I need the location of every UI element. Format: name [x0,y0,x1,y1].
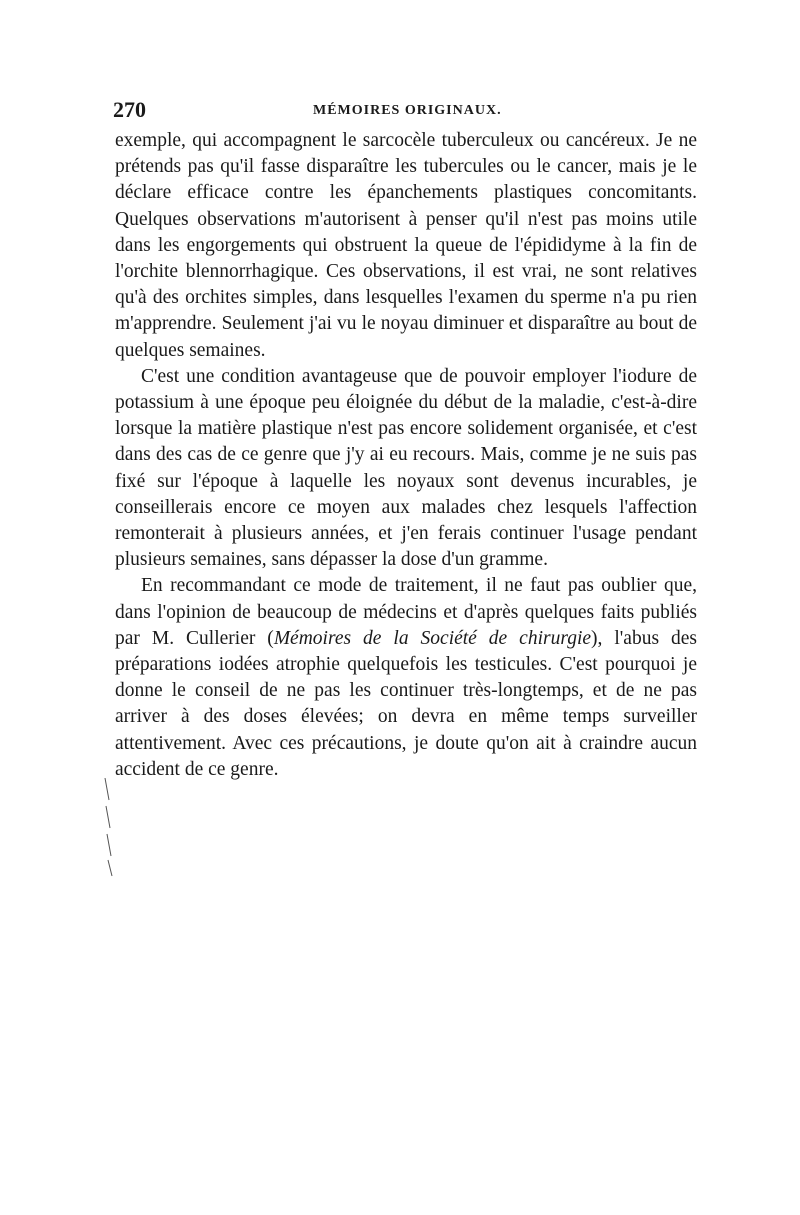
running-head [113,98,698,122]
paragraph-2: C'est une condition avantageuse que de pouvoir employer l'iodure de potassium à une époque peu éloignée du début de la maladie, c'est-à-dire lorsque la matière plastique n'est pas encore solidement organisée, et c'est dans des cas de ce genre que j'y ai eu recours. Mais, comme je ne suis pas fixé sur l'époque à laquelle les noyaux sont devenus incurables, je conseillerais encore ce moyen aux malades chez lesquels l'affection remonterait à plusieurs années, et j'en ferais continuer l'usage pendant plusieurs semaines, sans dépasser la dose d'un gramme. [115,365,697,571]
body-text [115,128,697,783]
paragraph-3-text-start: En recommandant ce mode de traitement, il ne faut pas oublier que, dans l'opinion de beaucoup de médecins et d'après quelques faits publiés par M. Cullerier ( [115,575,697,649]
paragraph-3-text-end: ), l'abus des préparations iodées atrophie quelquefois les testicules. C'est pourquoi je donne le conseil de ne pas les continuer très-longtemps, et de ne pas arriver à des doses élevées; on devra en même temps surveiller attentivement. Avec ces précautions, je doute qu'on ait à craindre aucun accident de ce genre. [115,627,697,780]
paragraph-1: exemple, qui accompagnent le sarcocèle tuberculeux ou cancéreux. Je ne prétends pas qu'il fasse disparaître les tubercules ou le cancer, mais je le déclare efficace contre les épanchements plastiques concomitants. Quelques observations m'autorisent à penser qu'il n'est pas moins utile dans les engorgements qui obstruent la queue de l'épididyme à la fin de l'orchite blennorrhagique. Ces observations, il est vrai, ne sont relatives qu'à des orchites simples, dans lesquelles l'examen du sperme n'a pu rien m'apprendre. Seulement j'ai vu le noyau diminuer et disparaître au bout de quelques semaines. [115,130,697,361]
running-title: MÉMOIRES ORIGINAUX. [313,103,502,118]
citation-title: Mémoires de la Société de chirurgie [273,627,592,649]
margin-pencil-mark [103,778,115,878]
paragraph-3 [115,573,697,783]
page-number: 270 [113,97,146,122]
